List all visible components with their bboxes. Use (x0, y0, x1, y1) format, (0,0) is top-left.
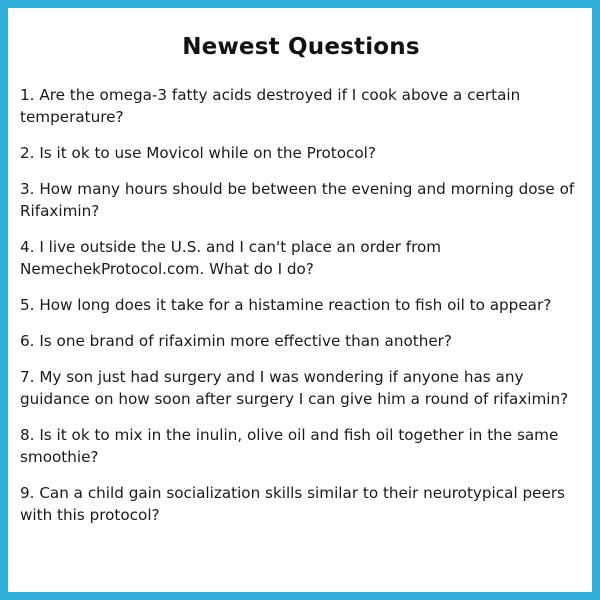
question-item-6[interactable]: 6. Is one brand of rifaximin more effective than another? (20, 332, 452, 350)
question-item-4[interactable]: 4. I live outside the U.S. and I can't place an order from NemechekProtocol.com. What do I do? (20, 238, 442, 278)
question-item-3[interactable]: 3. How many hours should be between the evening and morning dose of Rifaximin? (20, 180, 575, 220)
page-title: Newest Questions (182, 34, 420, 60)
questions-card (8, 8, 592, 592)
question-item-7[interactable]: 7. My son just had surgery and I was wondering if anyone has any guidance on how soon after surgery I can give him a round of rifaximin? (20, 368, 569, 408)
question-item-2[interactable]: 2. Is it ok to use Movicol while on the Protocol? (20, 144, 376, 162)
question-item-1[interactable]: 1. Are the omega-3 fatty acids destroyed if I cook above a certain temperature? (20, 86, 521, 126)
question-item-8[interactable]: 8. Is it ok to mix in the inulin, olive oil and fish oil together in the same smoothie? (20, 426, 559, 466)
question-item-5[interactable]: 5. How long does it take for a histamine reaction to fish oil to appear? (20, 296, 552, 314)
question-item-9[interactable]: 9. Can a child gain socialization skills similar to their neurotypical peers with this protocol? (20, 484, 565, 524)
question-list (20, 84, 582, 526)
